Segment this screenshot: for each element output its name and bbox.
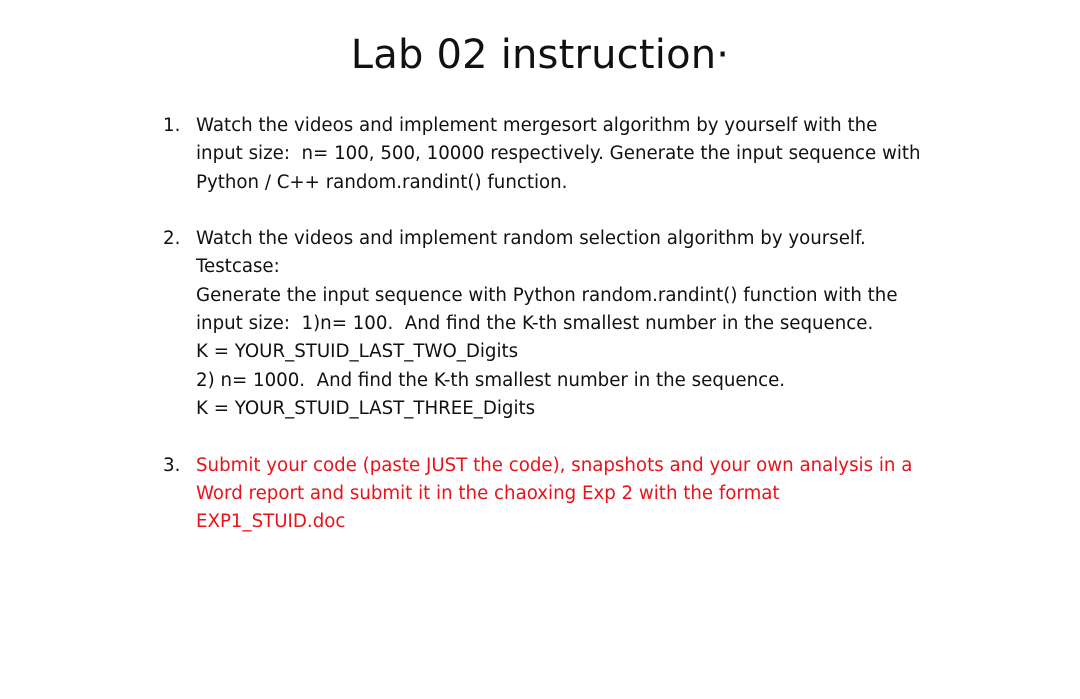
instruction-item-3 [163,452,923,537]
submission-text: Submit your code (paste JUST the code), snapshots and your own analysis in a Word report and submit it in the chaoxing Exp 2 with the format EXP1_STUID.doc [196,454,913,533]
testcase-label: Testcase: [196,256,280,278]
k-value-three-digits: K = YOUR_STUID_LAST_THREE_Digits [196,397,536,419]
item-number: 2. [163,228,181,250]
testcase-text: 2) n= 1000. And find the K-th smallest number in the sequence. [196,369,786,391]
instruction-item-2 [163,225,923,423]
item-text: Watch the videos and implement random selection algorithm by yourself. [196,228,866,250]
item-number: 1. [163,115,181,136]
slide-title: Lab 02 instruction· [350,32,730,78]
item-text: Watch the videos and implement mergesort algorithm by yourself with the input size: n= 100, 500, 10000 respectively. Generate the input sequence with Python / C++ random.randint() function. [196,115,921,193]
instruction-list [163,112,923,536]
item-body [196,452,923,537]
k-value-two-digits: K = YOUR_STUID_LAST_TWO_Digits [196,341,519,363]
item-number: 3. [163,454,181,476]
item-body [196,225,923,423]
item-body [196,112,923,197]
testcase-text: Generate the input sequence with Python random.randint() function with the input size: 1)n= 100. And find the K-th smallest number in the sequence. [196,284,898,335]
instruction-item-1 [163,112,923,197]
